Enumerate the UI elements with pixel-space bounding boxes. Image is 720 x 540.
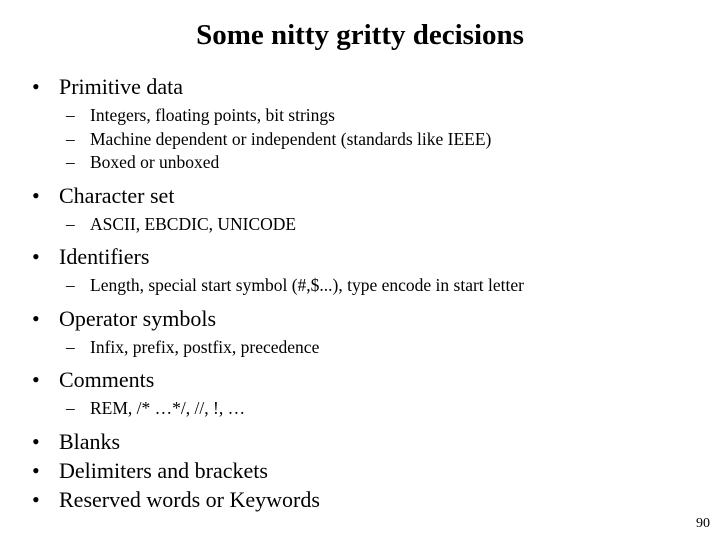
bullet-text: Primitive data <box>59 74 184 99</box>
sub-list <box>66 397 712 421</box>
slide-title: Some nitty gritty decisions <box>196 19 524 51</box>
bullet-marker: • <box>32 457 40 483</box>
bullet-item-character-set <box>32 181 712 210</box>
bullet-text: Character set <box>59 182 175 208</box>
sub-item <box>66 397 712 421</box>
bullet-item-blanks <box>32 427 712 456</box>
dash-marker: – <box>66 152 75 172</box>
bullet-marker: • <box>32 305 40 331</box>
bullet-item-comments <box>32 365 712 394</box>
sub-item-text: Length, special start symbol (#,$...), type encode in start letter <box>90 275 524 295</box>
sub-list <box>66 336 712 360</box>
dash-marker: – <box>66 105 75 125</box>
bullet-marker: • <box>32 74 40 99</box>
bullet-item-identifiers <box>32 242 712 271</box>
bullet-marker: • <box>32 182 40 208</box>
bullet-marker: • <box>32 428 40 454</box>
bullet-text: Identifiers <box>59 244 150 269</box>
sub-item-text: Machine dependent or independent (standards like IEEE) <box>90 128 492 149</box>
dash-marker: – <box>66 213 75 234</box>
bullet-text: Operator symbols <box>59 305 217 331</box>
bullet-list <box>32 72 712 514</box>
sub-item <box>66 104 712 128</box>
sub-item <box>66 336 712 360</box>
bullet-text: Reserved words or Keywords <box>59 486 320 512</box>
bullet-item-delimiters <box>32 456 712 485</box>
bullet-text: Comments <box>59 367 155 392</box>
sub-list <box>66 274 712 298</box>
sub-item <box>66 274 712 298</box>
bullet-item-reserved-words <box>32 485 712 514</box>
bullet-item-primitive-data <box>32 72 712 101</box>
bullet-marker: • <box>32 367 40 392</box>
page-number: 90 <box>696 516 710 531</box>
dash-marker: – <box>66 128 75 149</box>
bullet-marker: • <box>32 486 40 512</box>
dash-marker: – <box>66 275 75 295</box>
dash-marker: – <box>66 336 75 357</box>
bullet-text: Blanks <box>59 428 121 454</box>
sub-item-text: Integers, floating points, bit strings <box>90 105 335 125</box>
sub-item-text: REM, /* …*/, //, !, … <box>90 398 246 418</box>
sub-item-text: Infix, prefix, postfix, precedence <box>90 336 320 357</box>
sub-item-text: ASCII, EBCDIC, UNICODE <box>90 213 297 234</box>
sub-list <box>66 104 712 175</box>
bullet-marker: • <box>32 244 40 269</box>
bullet-text: Delimiters and brackets <box>59 457 268 483</box>
bullet-item-operator-symbols <box>32 304 712 333</box>
sub-item <box>66 151 712 175</box>
sub-item-text: Boxed or unboxed <box>90 152 220 172</box>
sub-list <box>66 213 712 237</box>
dash-marker: – <box>66 398 75 418</box>
sub-item <box>66 213 712 237</box>
sub-item <box>66 128 712 152</box>
